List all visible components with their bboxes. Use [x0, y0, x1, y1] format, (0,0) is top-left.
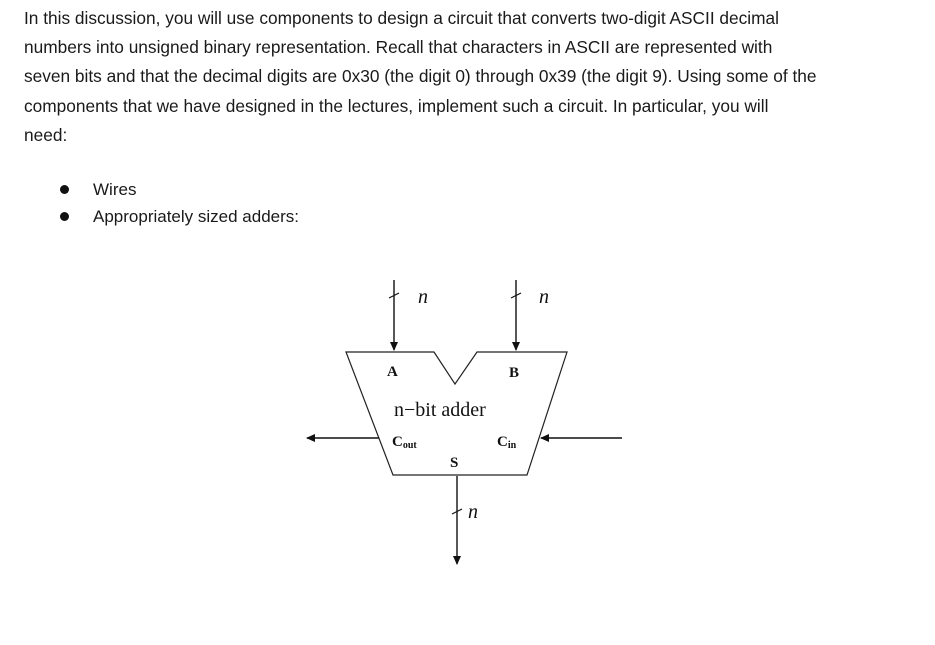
input-a-wire — [389, 280, 399, 350]
adder-title: n−bit adder — [394, 399, 486, 421]
carry-out-label-sub: out — [402, 440, 417, 451]
input-a-label: A — [387, 364, 398, 380]
input-b-wire — [511, 280, 521, 350]
output-s-label: S — [450, 455, 459, 471]
carry-in-label-sub: in — [507, 440, 517, 451]
input-b-label: B — [509, 365, 520, 381]
list-item-label: Appropriately sized adders: — [93, 207, 300, 226]
list-item-label: Wires — [93, 180, 137, 199]
output-s-width-label: n — [468, 501, 478, 523]
intro-paragraph: In this discussion, you will use components to design a circuit that converts two-digit ASCII decimal numbers into unsigned binary representation. Recall that characters in ASCII are represented with seven bits and that the decimal digits are 0x30 (the digit 0) through 0x39 (the digit 9). Using some of the components that we have designed in the lectures, implement such a circuit. In particular, you will need: — [24, 8, 817, 145]
input-b-width-label: n — [539, 286, 549, 308]
output-s-wire — [452, 476, 462, 564]
input-a-width-label: n — [418, 286, 428, 308]
carry-out-label-main: C — [392, 434, 403, 450]
carry-in-label-main: C — [497, 434, 508, 450]
